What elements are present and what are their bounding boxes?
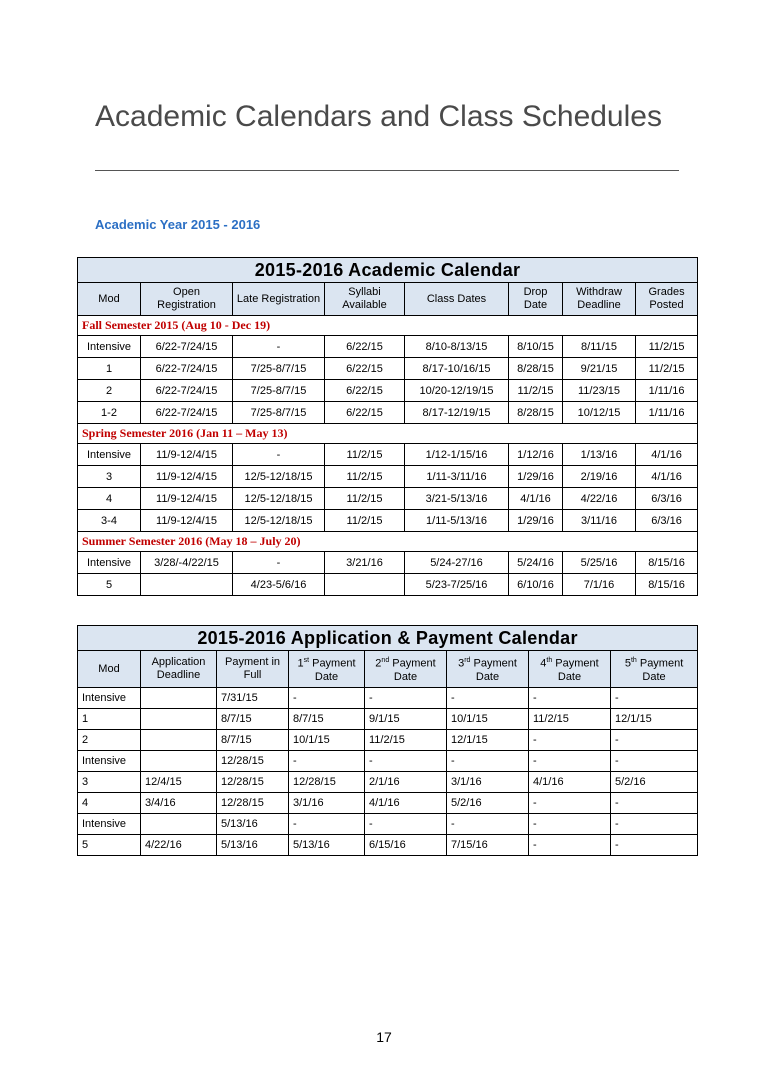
payment-calendar-header-row: [78, 651, 698, 688]
table-cell: 3/11/16: [563, 510, 636, 532]
table-row: [78, 466, 698, 488]
table-row: [78, 552, 698, 574]
table-cell: 1: [78, 358, 141, 380]
table-row: [78, 488, 698, 510]
table-cell: 7/31/15: [217, 688, 289, 709]
table-cell: 9/1/15: [365, 709, 447, 730]
table-cell: 2: [78, 730, 141, 751]
table-cell: 5/24/16: [509, 552, 563, 574]
semester-label: Summer Semester 2016 (May 18 – July 20): [78, 532, 698, 552]
table-cell: 1/11-3/11/16: [405, 466, 509, 488]
table-cell: -: [529, 751, 611, 772]
table-cell: 4/1/16: [636, 466, 698, 488]
table-cell: 5/2/16: [447, 793, 529, 814]
table-cell: 5/13/16: [217, 835, 289, 856]
table-cell: 2/19/16: [563, 466, 636, 488]
table-cell: 8/28/15: [509, 358, 563, 380]
table-cell: 6/3/16: [636, 488, 698, 510]
header-text: Payment Date: [389, 657, 436, 683]
table-cell: 3: [78, 466, 141, 488]
table-cell: 4/22/16: [141, 835, 217, 856]
semester-row: [78, 316, 698, 336]
table-cell: 1/11-5/13/16: [405, 510, 509, 532]
table-cell: 5: [78, 574, 141, 596]
table-cell: -: [529, 835, 611, 856]
table-cell: -: [611, 793, 698, 814]
table-cell: 3-4: [78, 510, 141, 532]
table-cell: -: [233, 552, 325, 574]
table-cell: [141, 688, 217, 709]
header-text: 4: [540, 657, 547, 670]
table-cell: 6/22-7/24/15: [141, 336, 233, 358]
table-cell: -: [365, 814, 447, 835]
header-text: 5: [624, 657, 631, 670]
column-header: Class Dates: [405, 283, 509, 316]
table-cell: -: [365, 688, 447, 709]
table-cell: 8/10/15: [509, 336, 563, 358]
table-cell: 4/1/16: [365, 793, 447, 814]
table-cell: 1/12/16: [509, 444, 563, 466]
column-header: Mod: [78, 283, 141, 316]
column-header: [141, 651, 217, 688]
table-cell: 10/12/15: [563, 402, 636, 424]
table-cell: 11/9-12/4/15: [141, 466, 233, 488]
table-cell: 1/29/16: [509, 510, 563, 532]
header-text: Payment Date: [552, 657, 599, 683]
header-text: Mod: [98, 662, 120, 675]
table-cell: -: [529, 688, 611, 709]
header-ordinal: th: [630, 657, 637, 665]
column-header: Open Registration: [141, 283, 233, 316]
header-ordinal: nd: [381, 657, 390, 665]
table-cell: 6/22-7/24/15: [141, 402, 233, 424]
table-cell: 12/1/15: [447, 730, 529, 751]
table-cell: -: [529, 814, 611, 835]
academic-year-heading: Academic Year 2015 - 2016: [95, 217, 261, 232]
column-header: [529, 651, 611, 688]
table-cell: 6/22/15: [325, 380, 405, 402]
column-header: Late Registration: [233, 283, 325, 316]
table-cell: Intensive: [78, 444, 141, 466]
table-cell: -: [233, 336, 325, 358]
table-cell: Intensive: [78, 751, 141, 772]
header-text: 3: [458, 657, 465, 670]
table-cell: 11/2/15: [636, 336, 698, 358]
header-ordinal: st: [303, 657, 310, 665]
table-cell: 2/1/16: [365, 772, 447, 793]
table-cell: -: [611, 814, 698, 835]
table-cell: 12/5-12/18/15: [233, 488, 325, 510]
table-cell: -: [289, 688, 365, 709]
header-text: Payment Date: [309, 657, 356, 683]
table-cell: 7/1/16: [563, 574, 636, 596]
table-row: [78, 793, 698, 814]
table-cell: 12/28/15: [217, 793, 289, 814]
table-cell: 11/9-12/4/15: [141, 510, 233, 532]
table-cell: [141, 730, 217, 751]
header-ordinal: rd: [464, 657, 471, 665]
payment-calendar-table: [77, 625, 698, 856]
table-cell: 12/1/15: [611, 709, 698, 730]
table-cell: 11/9-12/4/15: [141, 444, 233, 466]
table-cell: 5/25/16: [563, 552, 636, 574]
column-header: Grades Posted: [636, 283, 698, 316]
table-cell: Intensive: [78, 814, 141, 835]
table-cell: 11/2/15: [365, 730, 447, 751]
table-cell: 6/22-7/24/15: [141, 380, 233, 402]
table-cell: Intensive: [78, 688, 141, 709]
table-cell: 3/21-5/13/16: [405, 488, 509, 510]
table-row: [78, 574, 698, 596]
table-cell: 6/3/16: [636, 510, 698, 532]
title-underline: [95, 170, 679, 171]
table-row: [78, 336, 698, 358]
table-cell: [141, 709, 217, 730]
table-cell: 8/10-8/13/15: [405, 336, 509, 358]
table-cell: 1/29/16: [509, 466, 563, 488]
table-cell: -: [611, 835, 698, 856]
table-cell: 4/1/16: [529, 772, 611, 793]
header-text: 2: [375, 657, 382, 670]
table-row: [78, 709, 698, 730]
header-text: Application Deadline: [151, 656, 206, 681]
academic-calendar-table: [77, 257, 698, 596]
table-cell: 6/10/16: [509, 574, 563, 596]
table-row: [78, 444, 698, 466]
table-row: [78, 510, 698, 532]
column-header: [289, 651, 365, 688]
table-row: [78, 358, 698, 380]
table-cell: -: [611, 730, 698, 751]
table-cell: 7/25-8/7/15: [233, 380, 325, 402]
table-cell: 8/7/15: [217, 709, 289, 730]
table-cell: 1/11/16: [636, 402, 698, 424]
table-cell: 11/2/15: [325, 466, 405, 488]
table-cell: 4: [78, 488, 141, 510]
page-title: Academic Calendars and Class Schedules: [95, 100, 662, 133]
table-cell: 10/20-12/19/15: [405, 380, 509, 402]
semester-row: [78, 532, 698, 552]
table-cell: 1/12-1/15/16: [405, 444, 509, 466]
column-header: [447, 651, 529, 688]
academic-calendar-header-row: [78, 283, 698, 316]
table-cell: -: [447, 688, 529, 709]
table-cell: 11/2/15: [529, 709, 611, 730]
column-header: Drop Date: [509, 283, 563, 316]
table-cell: 1/13/16: [563, 444, 636, 466]
table-cell: [141, 751, 217, 772]
column-header: Syllabi Available: [325, 283, 405, 316]
table-cell: 11/23/15: [563, 380, 636, 402]
table-cell: 11/2/15: [509, 380, 563, 402]
table-row: [78, 688, 698, 709]
table-row: [78, 814, 698, 835]
table-cell: 4/1/16: [636, 444, 698, 466]
table-cell: 7/15/16: [447, 835, 529, 856]
table-cell: 10/1/15: [289, 730, 365, 751]
table-row: [78, 380, 698, 402]
table-cell: 5/13/16: [289, 835, 365, 856]
semester-label: Fall Semester 2015 (Aug 10 - Dec 19): [78, 316, 698, 336]
column-header: [611, 651, 698, 688]
table-cell: 5: [78, 835, 141, 856]
table-cell: 2: [78, 380, 141, 402]
table-cell: 6/22-7/24/15: [141, 358, 233, 380]
column-header: [78, 651, 141, 688]
table-cell: 8/15/16: [636, 574, 698, 596]
table-cell: 12/4/15: [141, 772, 217, 793]
table-cell: 11/2/15: [325, 444, 405, 466]
header-text: Payment Date: [636, 657, 684, 683]
table-cell: 3: [78, 772, 141, 793]
table-cell: 10/1/15: [447, 709, 529, 730]
table-cell: 4: [78, 793, 141, 814]
table-cell: 8/11/15: [563, 336, 636, 358]
table-cell: -: [611, 688, 698, 709]
column-header: [217, 651, 289, 688]
column-header: [365, 651, 447, 688]
table-cell: [141, 814, 217, 835]
table-cell: 5/13/16: [217, 814, 289, 835]
table-cell: 6/15/16: [365, 835, 447, 856]
table-cell: 11/2/15: [636, 358, 698, 380]
table-cell: -: [447, 814, 529, 835]
table-cell: 11/2/15: [325, 510, 405, 532]
table-row: [78, 772, 698, 793]
table-cell: -: [529, 793, 611, 814]
table-cell: [325, 574, 405, 596]
table-cell: 12/28/15: [217, 751, 289, 772]
table-cell: 4/22/16: [563, 488, 636, 510]
table-cell: 3/1/16: [289, 793, 365, 814]
academic-calendar-title: 2015-2016 Academic Calendar: [78, 258, 698, 283]
table-cell: 5/2/16: [611, 772, 698, 793]
table-cell: -: [529, 730, 611, 751]
table-cell: 11/9-12/4/15: [141, 488, 233, 510]
table-cell: 8/17-10/16/15: [405, 358, 509, 380]
table-cell: -: [289, 814, 365, 835]
table-row: [78, 730, 698, 751]
column-header: Withdraw Deadline: [563, 283, 636, 316]
table-cell: 12/5-12/18/15: [233, 466, 325, 488]
table-cell: 3/21/16: [325, 552, 405, 574]
table-cell: 6/22/15: [325, 402, 405, 424]
table-cell: 8/15/16: [636, 552, 698, 574]
table-cell: 12/28/15: [289, 772, 365, 793]
table-cell: 8/7/15: [289, 709, 365, 730]
table-cell: 7/25-8/7/15: [233, 358, 325, 380]
table-cell: -: [233, 444, 325, 466]
table-cell: 6/22/15: [325, 358, 405, 380]
table-cell: Intensive: [78, 552, 141, 574]
table-cell: 1/11/16: [636, 380, 698, 402]
table-cell: 7/25-8/7/15: [233, 402, 325, 424]
table-cell: 12/28/15: [217, 772, 289, 793]
semester-row: [78, 424, 698, 444]
header-text: Payment Date: [470, 657, 517, 683]
table-cell: 8/7/15: [217, 730, 289, 751]
table-cell: 3/4/16: [141, 793, 217, 814]
header-text: Payment in Full: [224, 656, 281, 681]
table-cell: 11/2/15: [325, 488, 405, 510]
table-cell: [141, 574, 233, 596]
semester-label: Spring Semester 2016 (Jan 11 – May 13): [78, 424, 698, 444]
table-cell: 5/23-7/25/16: [405, 574, 509, 596]
table-cell: 9/21/15: [563, 358, 636, 380]
table-cell: 3/28/-4/22/15: [141, 552, 233, 574]
table-cell: Intensive: [78, 336, 141, 358]
table-cell: 12/5-12/18/15: [233, 510, 325, 532]
table-cell: -: [611, 751, 698, 772]
table-cell: 8/28/15: [509, 402, 563, 424]
table-row: [78, 402, 698, 424]
payment-calendar-title: 2015-2016 Application & Payment Calendar: [78, 626, 698, 651]
table-cell: 8/17-12/19/15: [405, 402, 509, 424]
page-number: 17: [376, 1029, 392, 1045]
table-cell: -: [365, 751, 447, 772]
header-ordinal: th: [546, 657, 553, 665]
header-text: 1: [297, 657, 304, 670]
table-cell: 1: [78, 709, 141, 730]
table-cell: -: [447, 751, 529, 772]
table-row: [78, 751, 698, 772]
table-row: [78, 835, 698, 856]
table-cell: 4/1/16: [509, 488, 563, 510]
table-cell: 5/24-27/16: [405, 552, 509, 574]
table-cell: -: [289, 751, 365, 772]
table-cell: 6/22/15: [325, 336, 405, 358]
table-cell: 1-2: [78, 402, 141, 424]
table-cell: 3/1/16: [447, 772, 529, 793]
table-cell: 4/23-5/6/16: [233, 574, 325, 596]
